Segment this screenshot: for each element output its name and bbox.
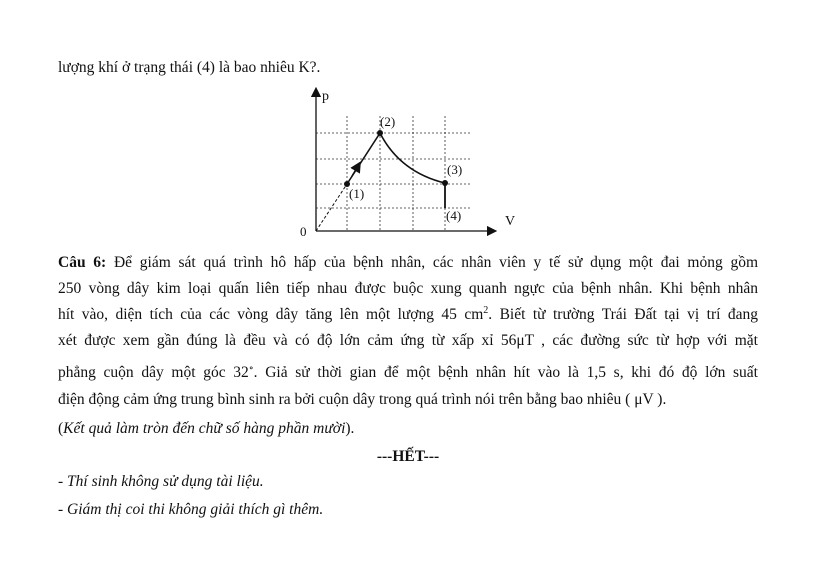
origin-label: 0 — [300, 224, 307, 236]
question6-line5: phẳng cuộn dây một góc 32∘. Giả sử thời gian để một bệnh nhân hít vào là 1,5 s, khi đó độ lớn suất — [58, 362, 758, 381]
v-axis-label: V — [505, 214, 516, 229]
intro-line: lượng khí ở trạng thái (4) là bao nhiêu K?. — [58, 59, 321, 76]
state-4-label: (4) — [446, 208, 462, 223]
state-1-label: (1) — [349, 186, 365, 201]
process-arrow — [352, 166, 358, 176]
note-1: - Thí sinh không sử dụng tài liệu. — [58, 473, 264, 490]
origin-line — [316, 184, 347, 231]
question6-line6: điện động cảm ứng trung bình sinh ra bởi cuộn dây trong quá trình nói trên bằng bao nhiêu ( μV ). — [58, 391, 667, 408]
end-marker: ---HẾT--- — [376, 448, 440, 465]
question6-line1: Câu 6: Để giám sát quá trình hô hấp của bệnh nhân, các nhân viên y tế sử dụng một đai mỏng gồm — [58, 254, 758, 271]
process-1-2 — [347, 133, 380, 184]
note-2: - Giám thị coi thi không giải thích gì thêm. — [58, 501, 324, 518]
question6-line2: 250 vòng dây kim loại quấn liên tiếp nhau được buộc xung quanh ngực của bệnh nhân. Khi bệnh nhân — [58, 280, 758, 297]
point-3 — [442, 180, 448, 186]
question6-line4: xét được xem gần đúng là đều và có độ lớn cảm ứng từ xấp xỉ 56μT , các đường sức từ hợp với mặt — [58, 332, 758, 349]
pv-diagram — [300, 86, 530, 236]
state-2-label: (2) — [380, 114, 396, 129]
question6-line3: hít vào, diện tích của các vòng dây tăng lên một lượng 45 $cm^2$. Biết từ trường Trái Đất tại vị trí đang — [58, 304, 758, 323]
question6-line7: (Kết quả làm tròn đến chữ số hàng phần mười). — [58, 420, 355, 437]
question6-label: Câu 6: — [58, 254, 107, 271]
process-2-3 — [380, 133, 445, 183]
p-axis-label: p — [322, 89, 329, 104]
point-2 — [377, 130, 383, 136]
state-3-label: (3) — [447, 162, 463, 177]
